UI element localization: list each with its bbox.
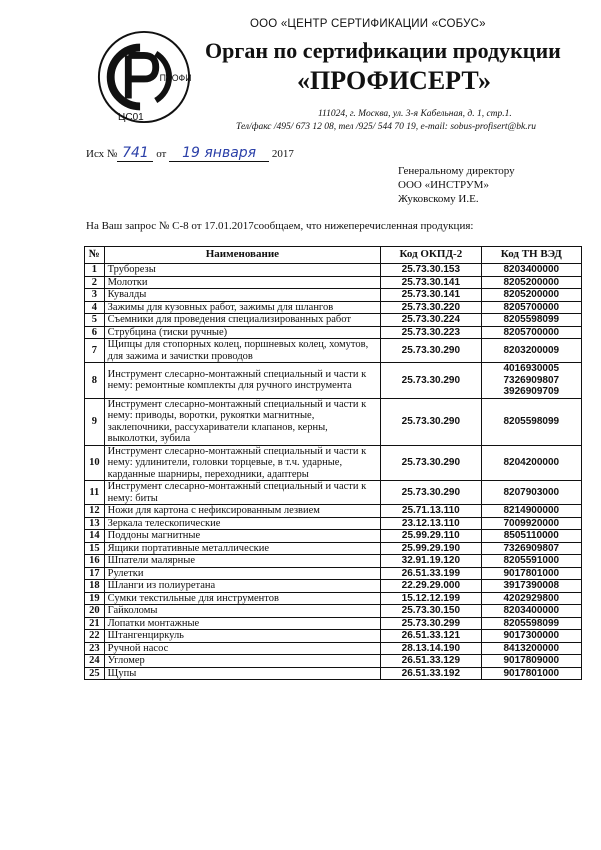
org-title: Орган по сертификации продукции [205, 38, 561, 63]
row-tnved: 8203200009 [481, 339, 581, 363]
row-number: 3 [85, 289, 105, 302]
row-number: 15 [85, 542, 105, 555]
product-table [84, 246, 582, 680]
row-name: Труборезы [104, 264, 380, 277]
row-okpd: 25.99.29.190 [381, 542, 481, 555]
row-name: Гайколомы [104, 605, 380, 618]
row-number: 8 [85, 363, 105, 399]
row-number: 22 [85, 630, 105, 643]
outgoing-number: 741 [117, 145, 153, 162]
row-number: 20 [85, 605, 105, 618]
table-row [85, 592, 582, 605]
row-okpd: 25.73.30.153 [381, 264, 481, 277]
row-okpd: 25.73.30.224 [381, 314, 481, 327]
outgoing-reference [86, 145, 294, 162]
row-tnved: 8205598099 [481, 398, 581, 445]
row-number: 18 [85, 580, 105, 593]
logo-code: ЦС01 [118, 112, 144, 123]
row-name: Молотки [104, 276, 380, 289]
table-row [85, 314, 582, 327]
table-row [85, 481, 582, 505]
row-tnved: 8205598099 [481, 617, 581, 630]
row-okpd: 25.73.30.141 [381, 289, 481, 302]
row-name: Кувалды [104, 289, 380, 302]
row-name: Сумки текстильные для инструментов [104, 592, 380, 605]
row-okpd: 25.73.30.290 [381, 445, 481, 481]
row-tnved: 8413200000 [481, 642, 581, 655]
row-number: 25 [85, 667, 105, 680]
row-name: Штангенциркуль [104, 630, 380, 643]
table-row [85, 301, 582, 314]
row-tnved: 9017801000 [481, 567, 581, 580]
header-name: Наименование [104, 247, 380, 264]
row-number: 24 [85, 655, 105, 668]
row-okpd: 26.51.33.192 [381, 667, 481, 680]
table-row [85, 363, 582, 399]
table-header-row [85, 247, 582, 264]
row-number: 11 [85, 481, 105, 505]
row-okpd: 26.51.33.199 [381, 567, 481, 580]
intro-text: На Ваш запрос № С-8 от 17.01.2017сообщаем, что нижеперечисленная продукция: [86, 220, 474, 232]
row-tnved: 3917390008 [481, 580, 581, 593]
recipient-name: Жуковскому И.Е. [398, 193, 479, 205]
table-row [85, 617, 582, 630]
row-name: Лопатки монтажные [104, 617, 380, 630]
table-row [85, 530, 582, 543]
row-name: Инструмент слесарно-монтажный специальный и части к нему: удлинители, головки торцевые, в т.ч. ударные, карданные шарниры, переходники, адаптеры [104, 445, 380, 481]
row-name: Ящики портативные металлические [104, 542, 380, 555]
row-tnved: 8203400000 [481, 264, 581, 277]
row-number: 4 [85, 301, 105, 314]
row-number: 5 [85, 314, 105, 327]
row-okpd: 15.12.12.199 [381, 592, 481, 605]
row-name: Шпатели малярные [104, 555, 380, 568]
table-row [85, 517, 582, 530]
row-tnved: 7009920000 [481, 517, 581, 530]
table-row [85, 580, 582, 593]
row-tnved: 8204200000 [481, 445, 581, 481]
header-number: № [85, 247, 105, 264]
row-tnved: 7326909807 [481, 542, 581, 555]
row-tnved: 8205598099 [481, 314, 581, 327]
row-okpd: 28.13.14.190 [381, 642, 481, 655]
outgoing-from: от [156, 148, 167, 160]
row-name: Ручной насос [104, 642, 380, 655]
table-row [85, 264, 582, 277]
table-row [85, 505, 582, 518]
row-name: Шланги из полиуретана [104, 580, 380, 593]
table-row [85, 667, 582, 680]
row-name: Инструмент слесарно-монтажный специальный и части к нему: приводы, воротки, рукоятки магнитные, заклепочники, рассухариватели клапанов, керны, выколотки, зубила [104, 398, 380, 445]
outgoing-date: 19 января [169, 145, 269, 162]
recipient-company: ООО «ИНСТРУМ» [398, 179, 489, 191]
row-name: Инструмент слесарно-монтажный специальный и части к нему: ремонтные комплекты для ручного инструмента [104, 363, 380, 399]
row-name: Щупы [104, 667, 380, 680]
table-row [85, 542, 582, 555]
outgoing-prefix: Исх № [86, 148, 118, 160]
row-number: 14 [85, 530, 105, 543]
row-okpd: 32.91.19.120 [381, 555, 481, 568]
row-number: 12 [85, 505, 105, 518]
table-row [85, 289, 582, 302]
row-number: 23 [85, 642, 105, 655]
row-okpd: 25.99.29.110 [381, 530, 481, 543]
row-okpd: 25.73.30.150 [381, 605, 481, 618]
row-tnved: 8207903000 [481, 481, 581, 505]
row-tnved: 8505110000 [481, 530, 581, 543]
row-okpd: 25.73.30.220 [381, 301, 481, 314]
contacts: Тел/факс /495/ 673 12 08, тел /925/ 544 70 19, e-mail: sobus-profisert@bk.ru [236, 122, 537, 132]
row-number: 9 [85, 398, 105, 445]
row-tnved: 4016930005 7326909807 3926909709 [481, 363, 581, 399]
table-row [85, 642, 582, 655]
certification-logo [95, 28, 193, 126]
row-name: Зажимы для кузовных работ, зажимы для шлангов [104, 301, 380, 314]
row-number: 6 [85, 326, 105, 339]
table-row [85, 326, 582, 339]
row-tnved: 8205200000 [481, 276, 581, 289]
row-okpd: 25.71.13.110 [381, 505, 481, 518]
table-row [85, 655, 582, 668]
row-tnved: 9017300000 [481, 630, 581, 643]
row-okpd: 25.73.30.290 [381, 398, 481, 445]
recipient-position: Генеральному директору [398, 165, 515, 177]
row-okpd: 25.73.30.290 [381, 363, 481, 399]
table-row [85, 567, 582, 580]
address: 111024, г. Москва, ул. 3-я Кабельная, д. 1, стр.1. [318, 109, 512, 119]
row-okpd: 25.73.30.290 [381, 481, 481, 505]
row-name: Поддоны магнитные [104, 530, 380, 543]
row-number: 1 [85, 264, 105, 277]
recipient-block [398, 164, 515, 206]
row-number: 17 [85, 567, 105, 580]
row-okpd: 25.73.30.141 [381, 276, 481, 289]
row-tnved: 8203400000 [481, 605, 581, 618]
table-row [85, 555, 582, 568]
row-tnved: 8205200000 [481, 289, 581, 302]
row-name: Съемники для проведения специализированных работ [104, 314, 380, 327]
row-tnved: 9017809000 [481, 655, 581, 668]
row-name: Струбцина (тиски ручные) [104, 326, 380, 339]
header-tnved: Код ТН ВЭД [481, 247, 581, 264]
row-number: 2 [85, 276, 105, 289]
row-number: 16 [85, 555, 105, 568]
logo-text: ПРОФИ [159, 72, 192, 83]
row-name: Щипцы для стопорных колец, поршневых колец, хомутов, для зажима и зачистки проводов [104, 339, 380, 363]
row-number: 19 [85, 592, 105, 605]
row-tnved: 8205700000 [481, 301, 581, 314]
row-okpd: 25.73.30.223 [381, 326, 481, 339]
table-row [85, 630, 582, 643]
row-name: Ножи для картона с нефиксированным лезвием [104, 505, 380, 518]
row-name: Зеркала телескопические [104, 517, 380, 530]
row-number: 21 [85, 617, 105, 630]
row-okpd: 25.73.30.299 [381, 617, 481, 630]
row-tnved: 8214900000 [481, 505, 581, 518]
table-row [85, 276, 582, 289]
row-okpd: 23.12.13.110 [381, 517, 481, 530]
org-name: ООО «ЦЕНТР СЕРТИФИКАЦИИ «СОБУС» [250, 18, 486, 30]
row-number: 10 [85, 445, 105, 481]
row-tnved: 8205591000 [481, 555, 581, 568]
row-name: Инструмент слесарно-монтажный специальный и части к нему: биты [104, 481, 380, 505]
row-tnved: 8205700000 [481, 326, 581, 339]
row-number: 13 [85, 517, 105, 530]
table-row [85, 605, 582, 618]
row-okpd: 26.51.33.121 [381, 630, 481, 643]
row-number: 7 [85, 339, 105, 363]
row-name: Угломер [104, 655, 380, 668]
row-name: Рулетки [104, 567, 380, 580]
row-tnved: 9017801000 [481, 667, 581, 680]
row-tnved: 4202929800 [481, 592, 581, 605]
row-okpd: 26.51.33.129 [381, 655, 481, 668]
header-okpd: Код ОКПД-2 [381, 247, 481, 264]
row-okpd: 22.29.29.000 [381, 580, 481, 593]
org-brand: «ПРОФИСЕРТ» [297, 66, 492, 95]
row-okpd: 25.73.30.290 [381, 339, 481, 363]
table-row [85, 339, 582, 363]
table-row [85, 445, 582, 481]
outgoing-year: 2017 [271, 148, 294, 160]
table-row [85, 398, 582, 445]
